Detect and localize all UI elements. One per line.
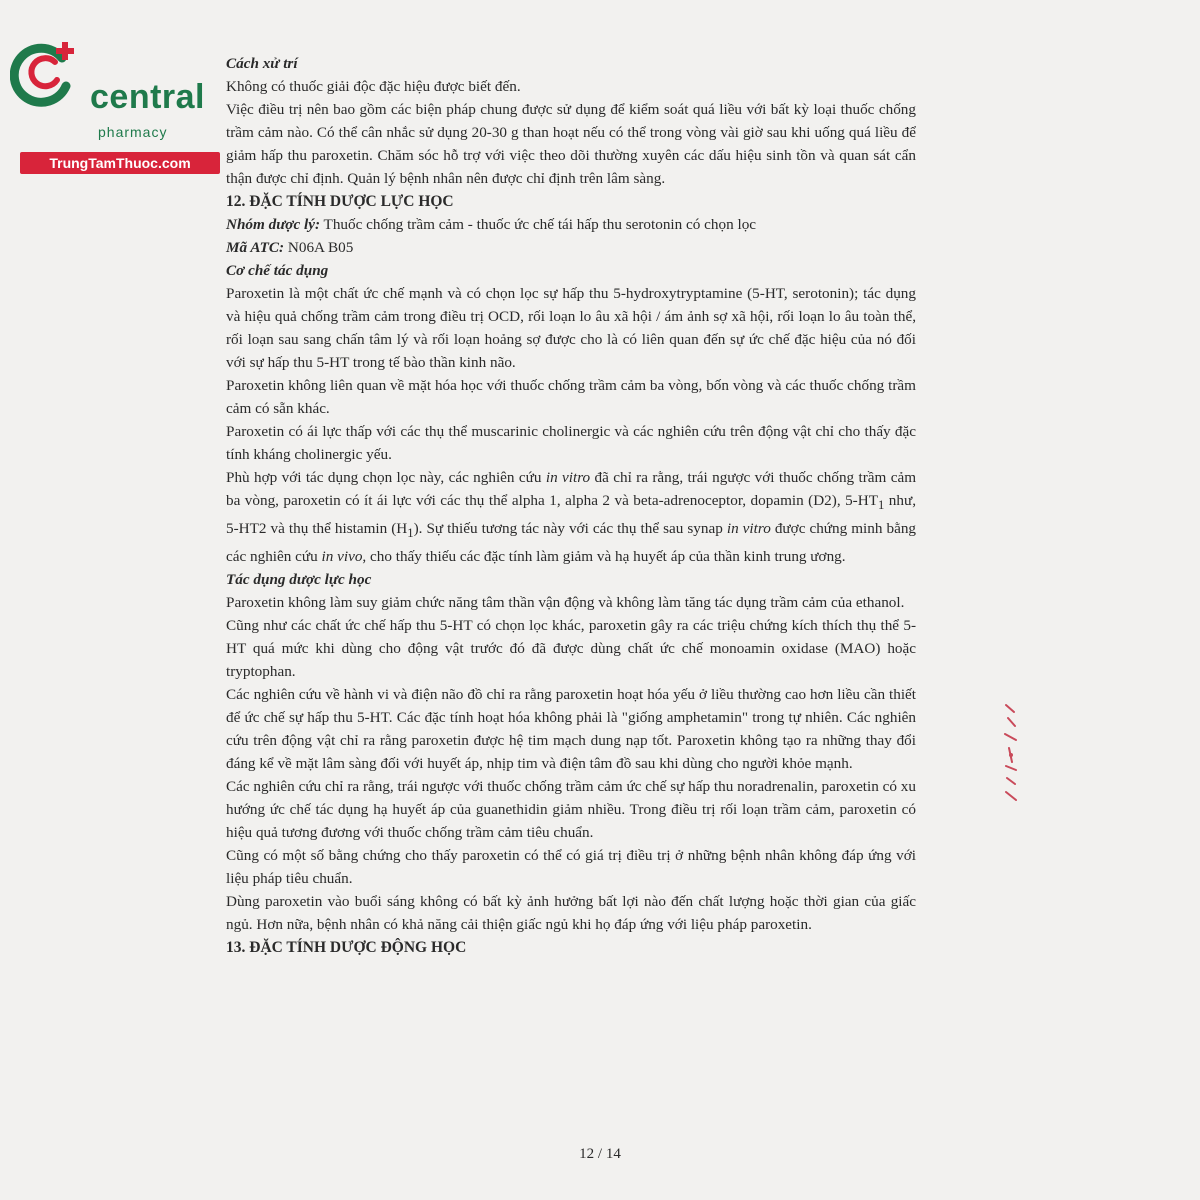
pd-paragraph: Cũng có một số bằng chứng cho thấy paroxetin có thể có giá trị điều trị ở những bệnh nhân không đáp ứng với liệu pháp tiêu chuẩn. [226, 847, 916, 888]
overdose-paragraph: Việc điều trị nên bao gồm các biện pháp chung được sử dụng để kiểm soát quá liều với bất kỳ loại thuốc chống trầm cảm nào. Có thể cân nhắc sử dụng 20-30 g than hoạt nếu có thể trong vòng vài giờ sau khi uống quá liều để giảm hấp thu paroxetin. Chăm sóc hỗ trợ với việc theo dõi thường xuyên các dấu hiệu sinh tồn và quan sát cẩn thận được chỉ định. Quản lý bệnh nhân nên được chỉ định trên lâm sàng. [226, 101, 916, 187]
pd-paragraph: Dùng paroxetin vào buổi sáng không có bất kỳ ảnh hưởng bất lợi nào đến chất lượng hoặc thời gian của giấc ngủ. Hơn nữa, bệnh nhân có khả năng cải thiện giấc ngủ khi họ đáp ứng với liệu pháp paroxetin. [226, 893, 916, 934]
pd-paragraph: Cũng như các chất ức chế hấp thu 5-HT có chọn lọc khác, paroxetin gây ra các triệu chứng kích thích thụ thể 5-HT quá mức khi dùng cho động vật trước đó đã được dùng chất ức chế monoamin oxidase (MAO) hoặc tryptophan. [226, 617, 916, 681]
group-label: Nhóm dược lý: [226, 216, 321, 233]
pharmacy-cross-logo-icon [10, 36, 82, 108]
mechanism-paragraph: Phù hợp với tác dụng chọn lọc này, các nghiên cứu in vitro đã chỉ ra rằng, trái ngược với thuốc chống trầm cảm ba vòng, paroxetin có ít ái lực với các thụ thể alpha 1, alpha 2 và beta-adrenoceptor, dopamin (D2), $5-HT_1$ như, 5-HT2 và thụ thể histamin $(H_1)$. Sự thiếu tương tác này với các thụ thể sau synap in vitro được chứng minh bằng các nghiên cứu in vivo, cho thấy thiếu các đặc tính làm giảm và hạ huyết áp của thần kinh trung ương. [226, 469, 917, 566]
mechanism-heading: Cơ chế tác dụng [226, 262, 329, 279]
overdose-heading: Cách xử trí [226, 55, 298, 72]
group-value: Thuốc chống trầm cảm - thuốc ức chế tái hấp thu serotonin có chọn lọc [320, 216, 757, 233]
overdose-paragraph: Không có thuốc giải độc đặc hiệu được biết đến. [226, 78, 521, 95]
pd-paragraph: Paroxetin không làm suy giảm chức năng tâm thần vận động và không làm tăng tác dụng trầm cảm của ethanol. [226, 594, 905, 612]
document-page [226, 52, 916, 959]
brand-name: central [90, 78, 205, 116]
pharmacodynamic-heading: Tác dụng dược lực học [226, 571, 372, 589]
atc-label: Mã ATC: [226, 239, 285, 256]
atc-code [226, 236, 916, 259]
brand-url[interactable]: TrungTamThuoc.com [20, 152, 220, 174]
mechanism-paragraph: Paroxetin có ái lực thấp với các thụ thể muscarinic cholinergic và các nghiên cứu trên động vật chỉ cho thấy đặc tính kháng cholinergic yếu. [226, 423, 916, 463]
brand-subtitle: pharmacy [98, 124, 168, 140]
pd-paragraph: Các nghiên cứu chỉ ra rằng, trái ngược với thuốc chống trầm cảm ức chế sự hấp thu noradrenalin, paroxetin có xu hướng ức chế tác dụng hạ huyết áp của guanethidin giảm nhiều. Trong điều trị rối loạn trầm cảm, paroxetin có hiệu quả tương đương với thuốc chống trầm cảm tiêu chuẩn. [226, 778, 916, 842]
page-number: 12 / 14 [579, 1146, 621, 1162]
pharmacologic-group [226, 213, 916, 236]
mechanism-paragraph: Paroxetin là một chất ức chế mạnh và có chọn lọc sự hấp thu 5-hydroxytryptamine (5-HT, serotonin); tác dụng và hiệu quả chống trầm cảm trong điều trị OCD, rối loạn lo âu xã hội / ám ảnh sợ xã hội, rối loạn lo âu toàn thể, rối loạn sau sang chấn tâm lý và rối loạn hoảng sợ được cho là có liên quan đến sự ức chế đặc hiệu của nó đối với sự hấp thu 5-HT trong tế bào thần kinh não. [226, 285, 916, 371]
central-pharmacy-logo[interactable] [10, 36, 215, 171]
margin-stamp-icon [1000, 700, 1022, 810]
mechanism-paragraph: Paroxetin không liên quan về mặt hóa học với thuốc chống trầm cảm ba vòng, bốn vòng và các thuốc chống trầm cảm có sẵn khác. [226, 377, 916, 417]
section-13-title: 13. ĐẶC TÍNH DƯỢC ĐỘNG HỌC [226, 939, 467, 957]
atc-value: N06A B05 [284, 239, 354, 256]
pd-paragraph: Các nghiên cứu về hành vi và điện não đồ chỉ ra rằng paroxetin hoạt hóa yếu ở liều thường cao hơn liều cần thiết để ức chế sự hấp thu 5-HT. Các đặc tính hoạt hóa không phải là "giống amphetamin" trong tự nhiên. Các nghiên cứu trên động vật chỉ ra rằng paroxetin được hệ tim mạch dung nạp tốt. Paroxetin không tạo ra những thay đổi đáng kể về mặt lâm sàng đối với huyết áp, nhịp tim và điện tâm đồ sau khi dùng cho người khỏe mạnh. [226, 686, 916, 773]
section-12-title: 12. ĐẶC TÍNH DƯỢC LỰC HỌC [226, 193, 454, 210]
